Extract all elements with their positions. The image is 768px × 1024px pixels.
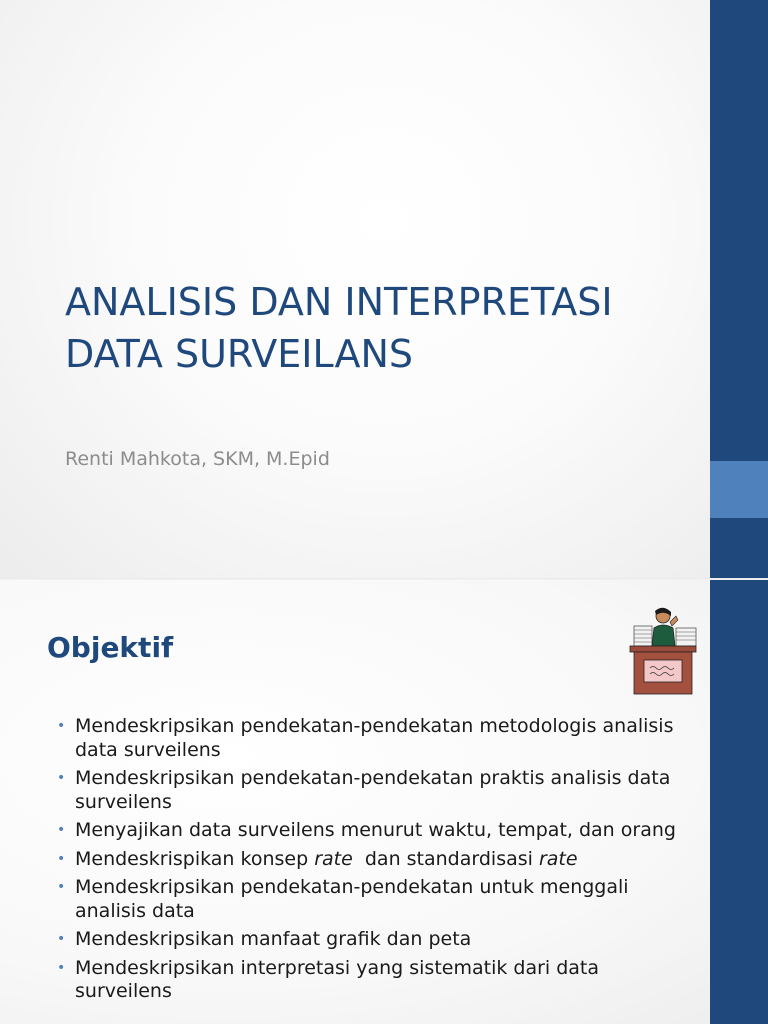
slide-title-line-2: DATA SURVEILANS — [65, 332, 414, 376]
slide-subtitle: Renti Mahkota, SKM, M.Epid — [65, 448, 330, 470]
list-item: • Mendeskripsikan pendekatan-pendekatan metodologis analisis data surveilens — [57, 715, 674, 761]
bullet-icon: • — [57, 931, 66, 947]
list-item: • Mendeskripsikan interpretasi yang sistematik dari data surveilens — [57, 956, 600, 1002]
objectives-list — [57, 715, 697, 1009]
list-item: • Mendeskripsikan pendekatan-pendekatan untuk menggali analisis data — [57, 876, 629, 922]
slide-heading: Objektif — [47, 631, 174, 664]
bullet-icon: • — [57, 879, 66, 895]
list-item: • Menyajikan data surveilens menurut waktu, tempat, dan orang — [57, 819, 676, 841]
list-item: • Mendeskripsikan pendekatan-pendekatan praktis analisis data surveilens — [57, 767, 671, 813]
objectives-slide — [0, 580, 768, 1024]
bullet-icon: • — [57, 822, 66, 838]
list-item: • Mendeskrispikan konsep rate dan standardisasi rate — [57, 847, 578, 870]
person-at-desk-icon — [626, 602, 700, 698]
bullet-icon: • — [57, 959, 66, 976]
slide-sidebar-accent — [710, 461, 768, 518]
slide-title-line-1: ANALISIS DAN INTERPRETASI — [65, 280, 613, 324]
bullet-icon: • — [57, 718, 66, 734]
bullet-icon: • — [57, 770, 66, 786]
list-item: • Mendeskripsikan manfaat grafik dan peta — [57, 928, 472, 950]
bullet-icon: • — [57, 850, 66, 867]
slide-sidebar — [710, 580, 768, 1024]
slide-title — [65, 276, 705, 380]
